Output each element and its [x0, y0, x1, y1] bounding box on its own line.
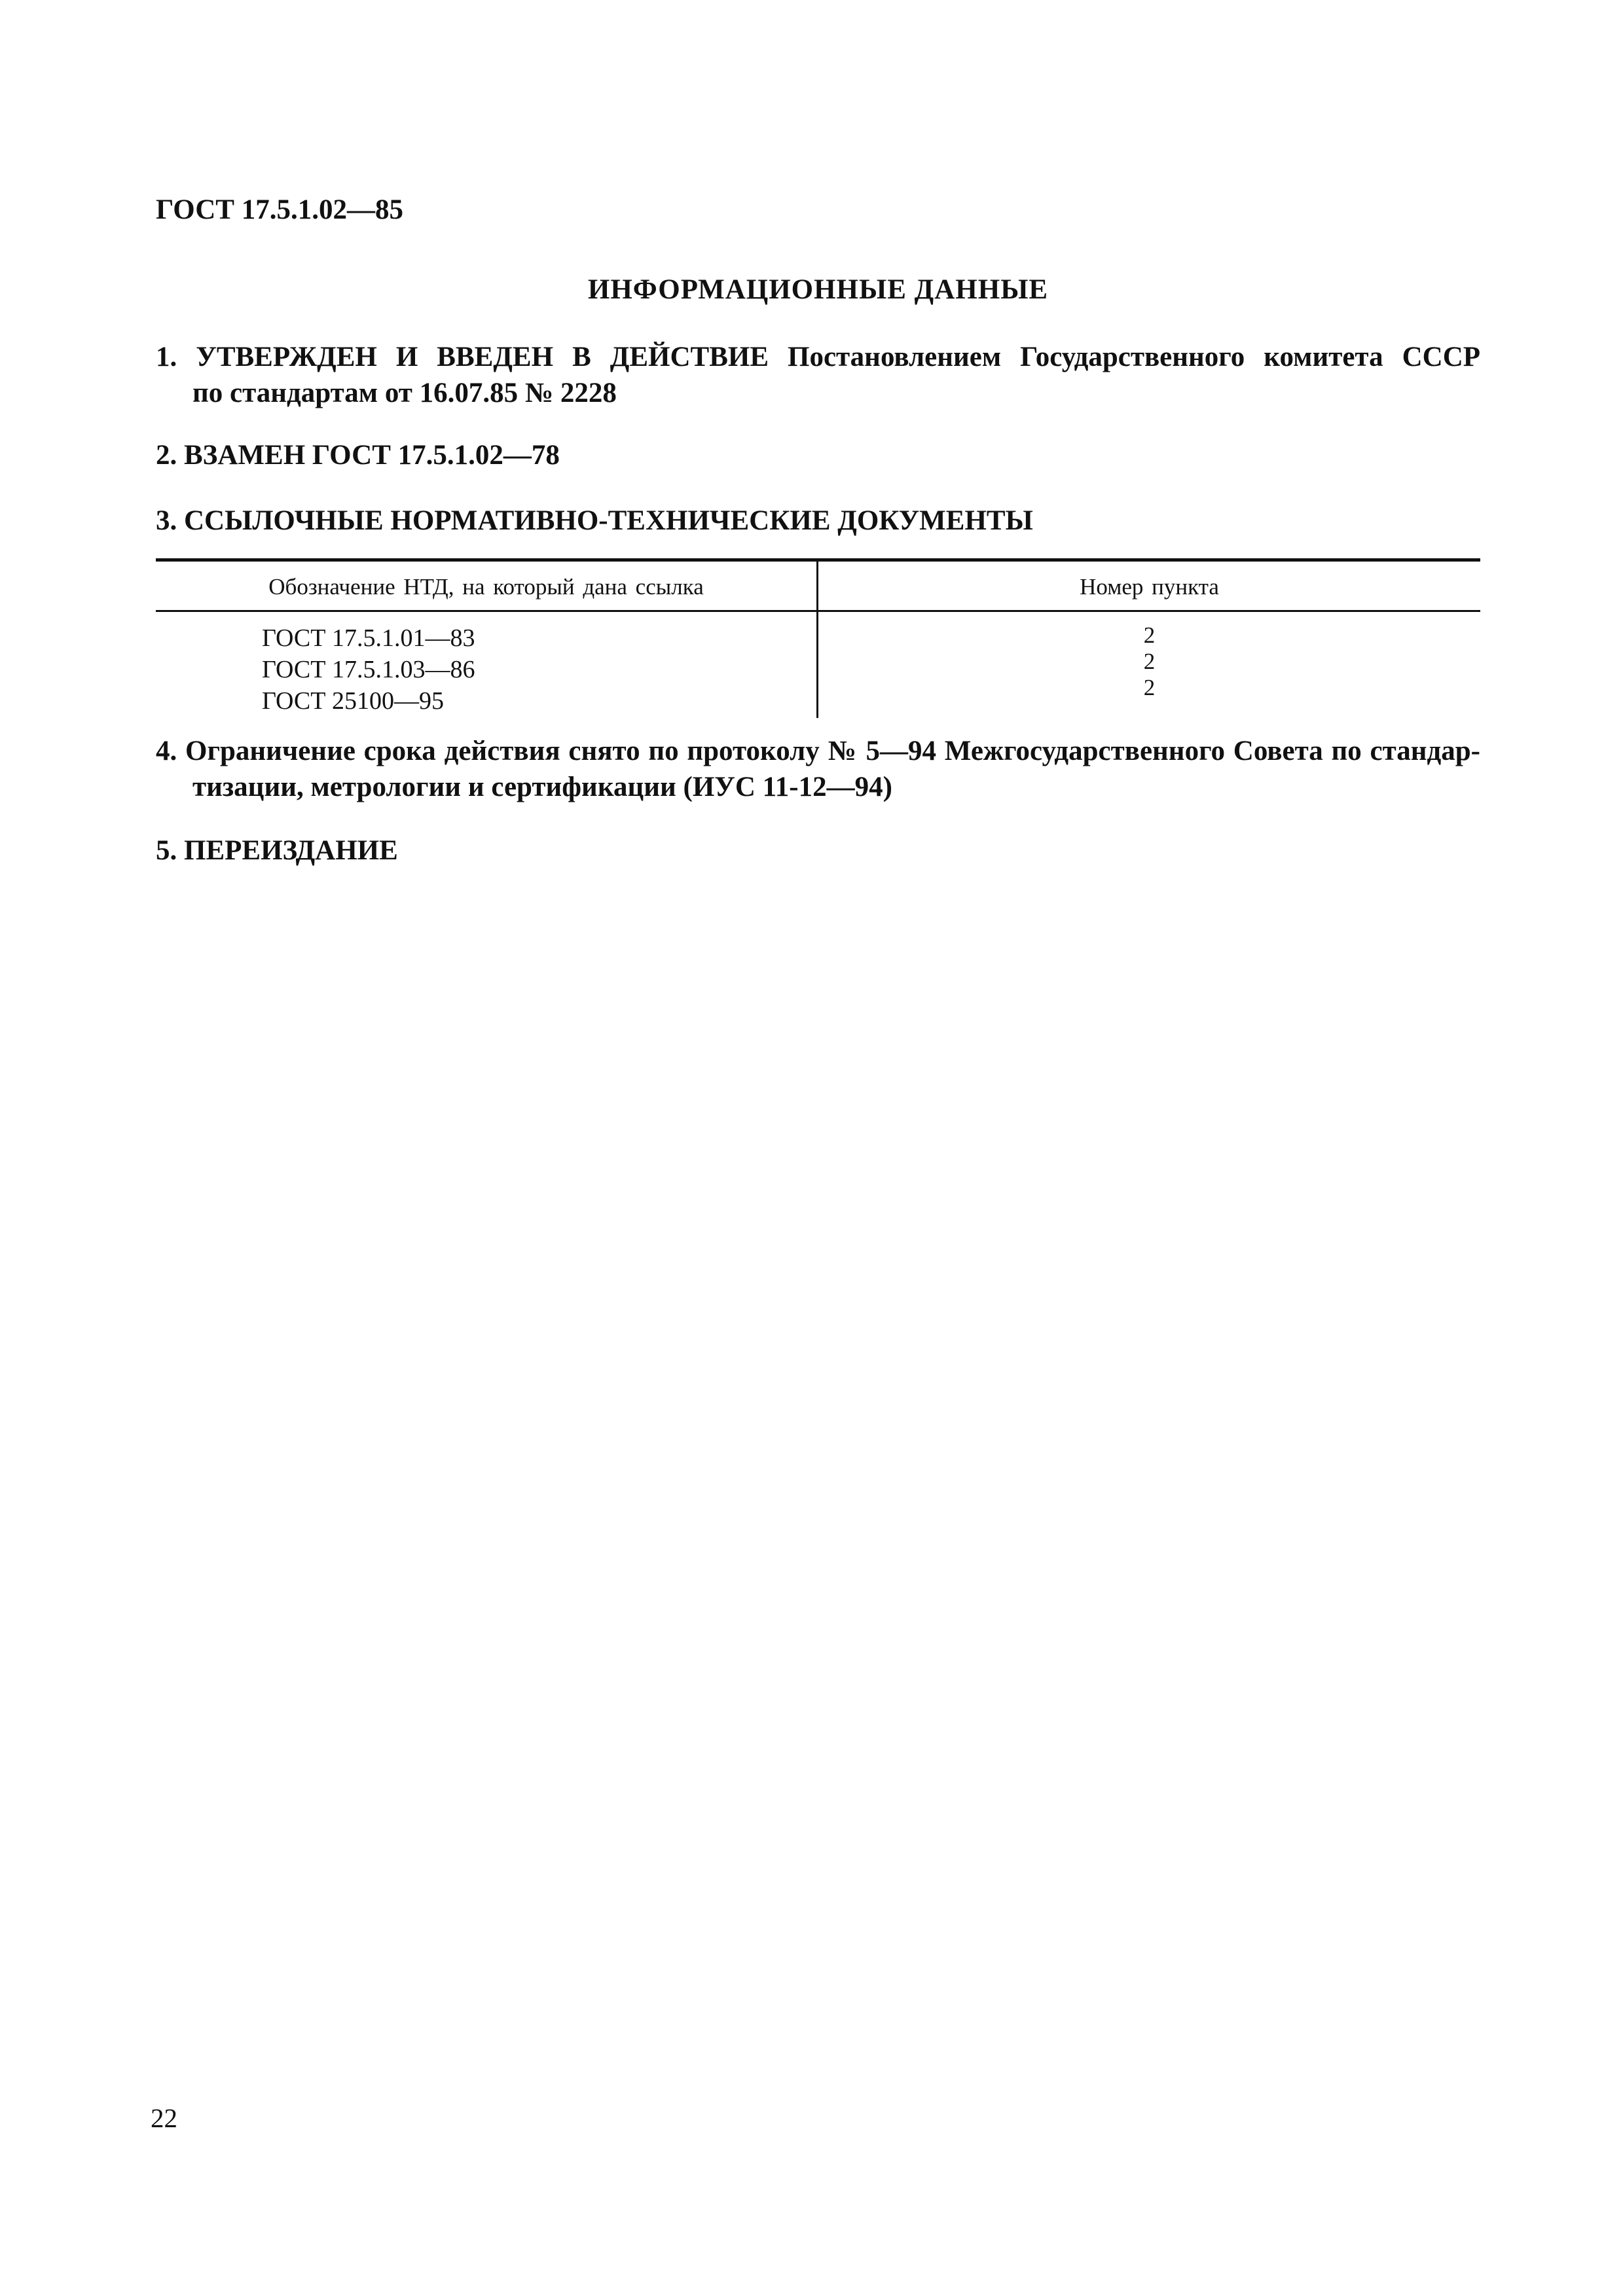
info-item-validity	[156, 733, 1480, 805]
info-item-approval-line2: по стандартам от 16.07.85 № 2228	[192, 378, 617, 408]
info-item-number: 5.	[156, 835, 177, 866]
info-item-number: 3.	[156, 505, 177, 536]
table-doc-column	[262, 622, 475, 717]
info-item-reissue	[156, 833, 1480, 869]
table-header-doc: Обозначение НТД, на который дана ссылка	[268, 574, 704, 600]
info-item-text: Ограничение срока действия снято по протоколу № 5—94 Межгосударственного Совета по стандар-	[185, 736, 1481, 766]
table-cell-item: 2	[1143, 622, 1156, 648]
table-cell-item: 2	[1143, 649, 1156, 674]
page-number: 22	[151, 2103, 177, 2133]
reference-table	[156, 558, 1480, 718]
table-header-item: Номер пункта	[1080, 574, 1219, 600]
info-item-approval	[156, 339, 1480, 411]
info-item-references	[156, 503, 1480, 539]
info-item-text: УТВЕРЖДЕН И ВВЕДЕН В ДЕЙСТВИЕ Постановлением Государственного комитета СССР	[196, 342, 1481, 372]
info-item-text: ССЫЛОЧНЫЕ НОРМАТИВНО-ТЕХНИЧЕСКИЕ ДОКУМЕНТЫ	[184, 505, 1033, 536]
info-item-validity-line2: тизации, метрологии и сертификации (ИУС 11-12—94)	[192, 772, 892, 802]
info-item-text: ВЗАМЕН ГОСТ 17.5.1.02—78	[184, 440, 560, 471]
info-item-number: 1.	[156, 342, 177, 372]
info-item-number: 2.	[156, 440, 177, 471]
table-cell-doc: ГОСТ 17.5.1.01—83	[262, 624, 475, 652]
info-item-replaces	[156, 437, 1480, 473]
info-item-number: 4.	[156, 736, 177, 766]
standard-code: ГОСТ 17.5.1.02—85	[156, 194, 403, 225]
table-item-column	[818, 622, 1480, 701]
info-item-text: ПЕРЕИЗДАНИЕ	[184, 835, 398, 866]
table-cell-doc: ГОСТ 25100—95	[262, 687, 444, 715]
table-cell-doc: ГОСТ 17.5.1.03—86	[262, 656, 475, 683]
table-cell-item: 2	[1143, 675, 1156, 700]
info-item-approval-line1	[156, 339, 1480, 375]
info-item-validity-line1	[156, 733, 1480, 769]
page-title: ИНФОРМАЦИОННЫЕ ДАННЫЕ	[587, 274, 1049, 305]
